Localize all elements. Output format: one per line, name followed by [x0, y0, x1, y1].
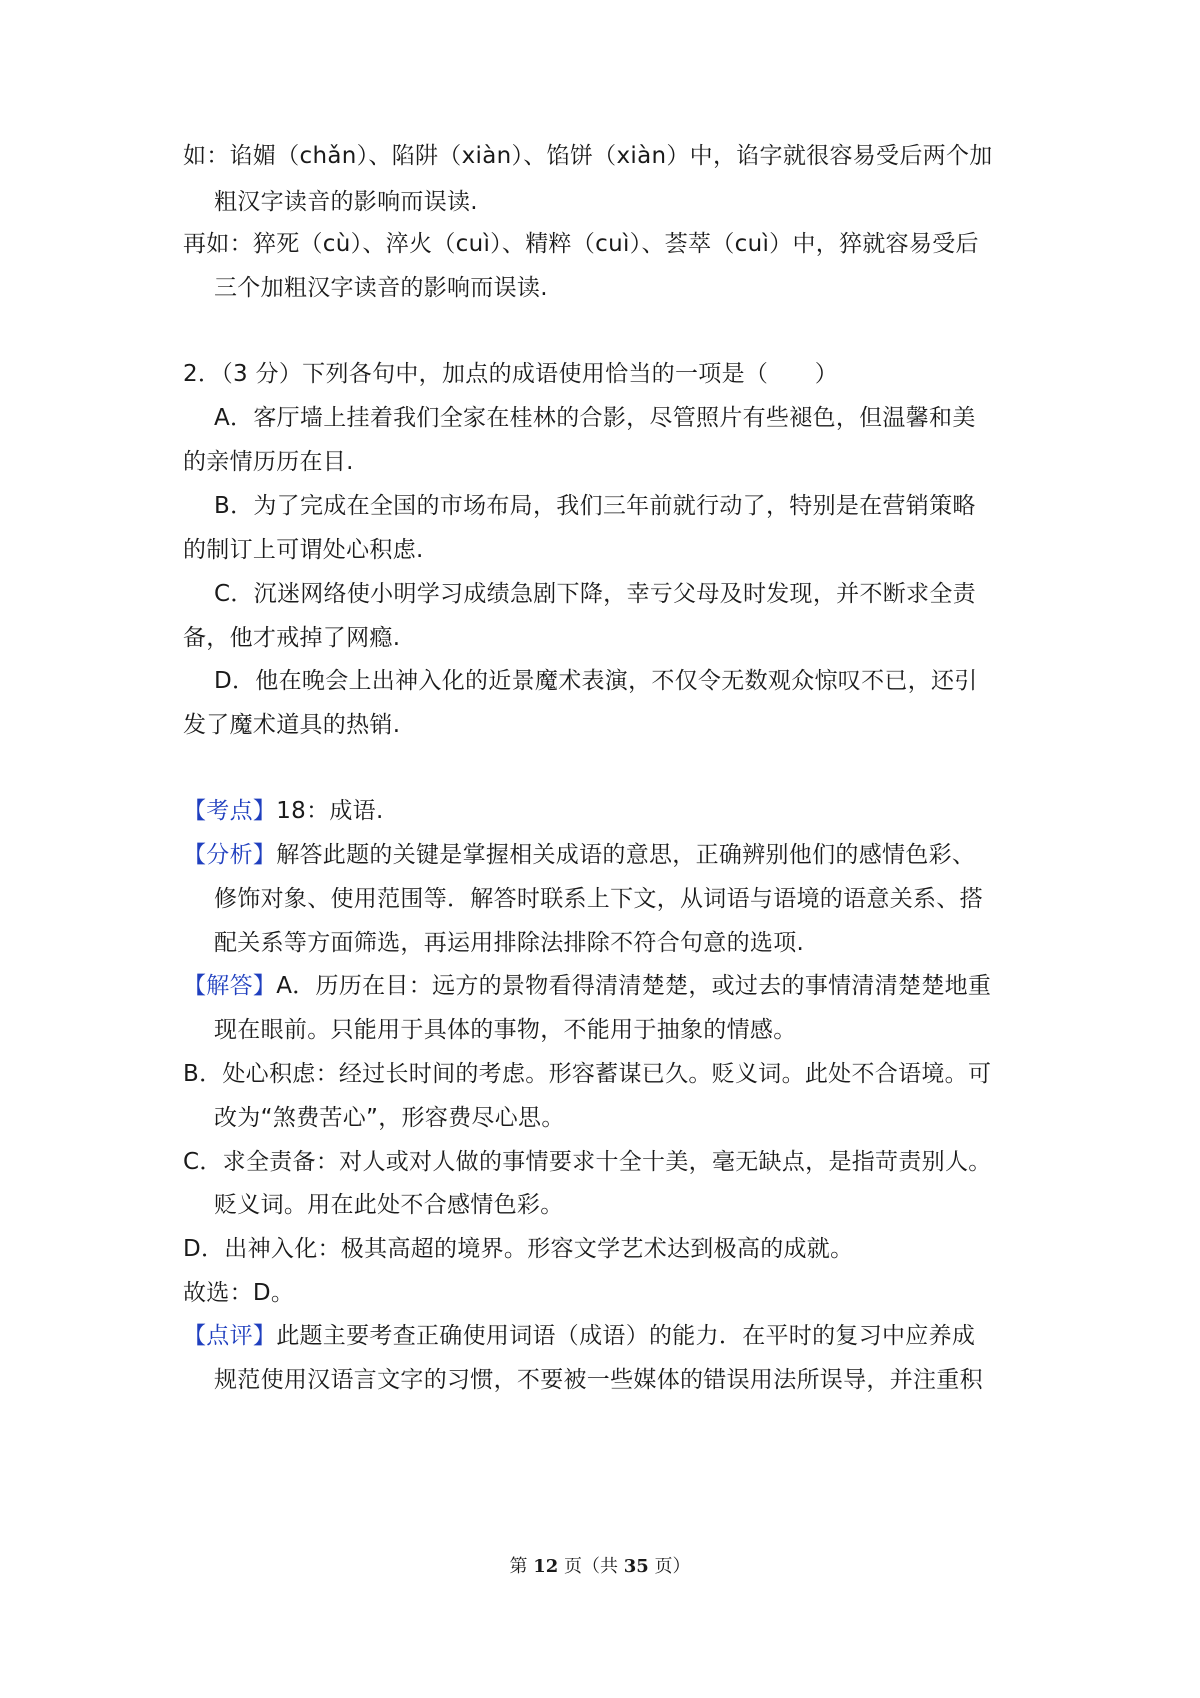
- fenxi-tag: 【分析】: [183, 842, 277, 868]
- footer-page-number: 12: [533, 1556, 559, 1577]
- dianping-tag: 【点评】: [183, 1323, 277, 1349]
- option-c-line-1: C．沉迷网络使小明学习成绩急剧下降，幸亏父母及时发现，并不断求全责: [214, 581, 976, 607]
- jieda-c-line-1: C．求全责备：对人或对人做的事情要求十全十美，毫无缺点，是指苛责别人。: [183, 1149, 992, 1175]
- fenxi-line-1: [183, 839, 1023, 871]
- jieda-tag: 【解答】: [183, 973, 277, 999]
- jieda-line-2: 现在眼前。只能用于具体的事物，不能用于抽象的情感。: [214, 1017, 797, 1043]
- page-footer: [0, 1552, 1200, 1578]
- dianping-text-1: 此题主要考查正确使用词语（成语）的能力．在平时的复习中应养成: [276, 1323, 976, 1349]
- jieda-d-line-1: D．出神入化：极其高超的境界。形容文学艺术达到极高的成就。: [183, 1236, 854, 1262]
- fenxi-line-3: 配关系等方面筛选，再运用排除法排除不符合句意的选项.: [214, 930, 805, 956]
- jieda-c-line-2: 贬义词。用在此处不合感情色彩。: [214, 1192, 564, 1218]
- fenxi-line-2: 修饰对象、使用范围等．解答时联系上下文，从词语与语境的语意关系、搭: [214, 886, 983, 912]
- option-d-line-2: 发了魔术道具的热销.: [183, 712, 401, 738]
- jieda-b-line-2: 改为“煞费苦心”，形容费尽心思。: [214, 1105, 565, 1131]
- footer-suffix: 页）: [654, 1556, 691, 1577]
- footer-mid: 页（共: [564, 1556, 618, 1577]
- intro-line-2: 粗汉字读音的影响而误读.: [214, 189, 478, 215]
- option-b-line-2: 的制订上可谓处心积虑.: [183, 537, 424, 563]
- option-a-line-1: A．客厅墙上挂着我们全家在桂林的合影，尽管照片有些褪色，但温馨和美: [214, 405, 976, 431]
- footer-total-pages: 35: [623, 1556, 649, 1577]
- jieda-text-1: A．历历在目：远方的景物看得清清楚楚，或过去的事情清清楚楚地重: [276, 973, 992, 999]
- option-a-line-2: 的亲情历历在目.: [183, 449, 354, 475]
- option-b-line-1: B．为了完成在全国的市场布局，我们三年前就行动了，特别是在营销策略: [214, 493, 976, 519]
- intro-line-3: 再如：猝死（cù）、淬火（cuì）、精粹（cuì）、荟萃（cuì）中，猝就容易受后: [183, 231, 979, 257]
- kaodian-line: [183, 795, 1023, 827]
- footer-prefix: 第: [509, 1556, 528, 1577]
- option-d-line-1: D．他在晚会上出神入化的近景魔术表演，不仅令无数观众惊叹不已，还引: [214, 668, 978, 694]
- jieda-b-line-1: B．处心积虑：经过长时间的考虑。形容蓄谋已久。贬义词。此处不合语境。可: [183, 1061, 992, 1087]
- question-stem: 2．（3 分）下列各句中，加点的成语使用恰当的一项是（ ）: [183, 361, 839, 387]
- answer-line: 故选：D。: [183, 1280, 295, 1306]
- jieda-line-1: [183, 970, 1023, 1002]
- dianping-line-1: [183, 1320, 1023, 1352]
- intro-line-4: 三个加粗汉字读音的影响而误读.: [214, 275, 548, 301]
- dianping-line-2: 规范使用汉语言文字的习惯，不要被一些媒体的错误用法所误导，并注重积: [214, 1367, 983, 1393]
- intro-line-1: 如：谄媚（chǎn）、陷阱（xiàn）、馅饼（xiàn）中，谄字就很容易受后两个加: [183, 143, 993, 169]
- fenxi-text-1: 解答此题的关键是掌握相关成语的意思，正确辨别他们的感情色彩、: [276, 842, 976, 868]
- kaodian-text: 18：成语.: [276, 798, 384, 824]
- kaodian-tag: 【考点】: [183, 798, 277, 824]
- option-c-line-2: 备，他才戒掉了网瘾.: [183, 625, 401, 651]
